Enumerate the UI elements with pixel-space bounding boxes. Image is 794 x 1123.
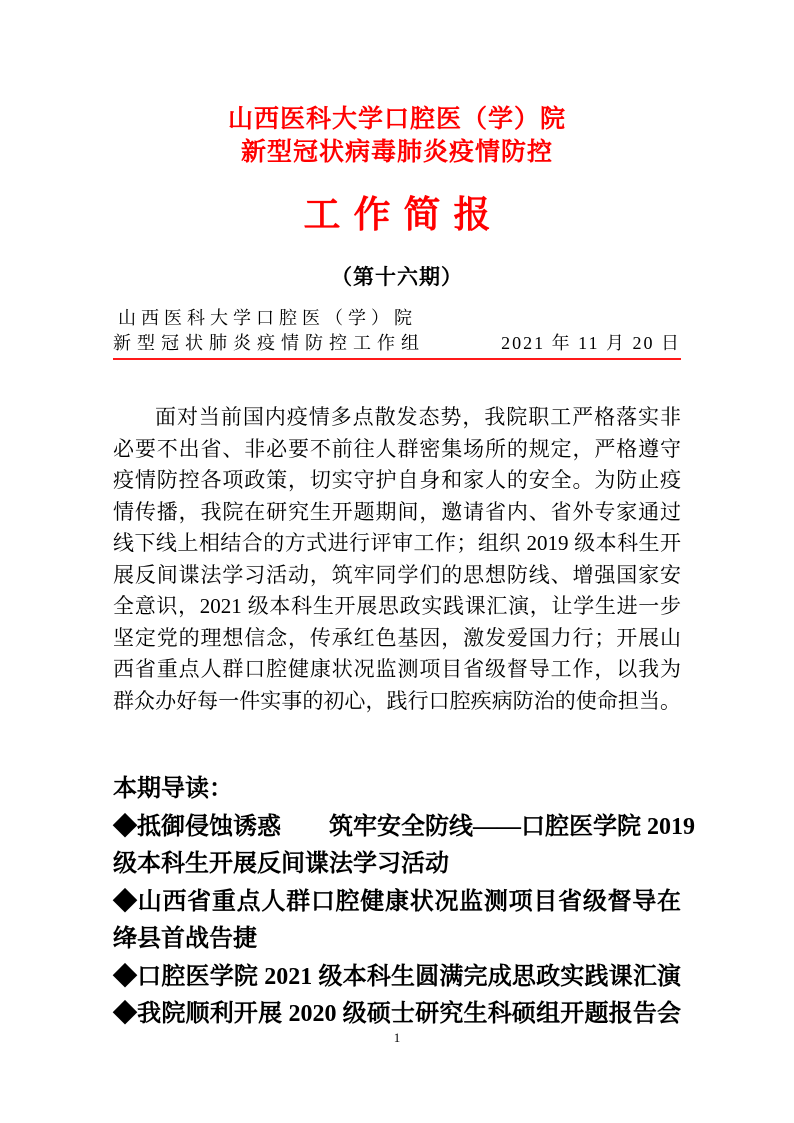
body-line: 情传播，我院在研究生开题期间，邀请省内、省外专家通过 [113,499,681,524]
digest-heading: 本期导读： [113,776,233,802]
body-line: 坚定党的理想信念，传承红色基因，激发爱国力行；开展山 [113,625,681,650]
issue-number: （第十六期） [331,265,463,289]
header-block [0,0,794,291]
body-paragraph [113,402,681,717]
publish-date: 2021 年 11 月 20 日 [501,333,681,353]
masthead-rule [113,331,681,360]
digest-line: ◆我院顺利开展 2020 级硕士研究生科硕组开题报告会 [113,1001,681,1027]
masthead [113,306,681,360]
body-line: 必要不出省、非必要不前往人群密集场所的规定，严格遵守 [113,436,681,461]
org-title-line-1: 山西医科大学口腔医（学）院 [227,105,566,133]
digest-section [113,771,695,1034]
digest-line: ◆口腔医学院 2021 级本科生圆满完成思政实践课汇演 [113,963,681,990]
publisher-line-1: 山西医科大学口腔医（学）院 [118,308,417,328]
digest-line: ◆山西省重点人群口腔健康状况监测项目省级督导在 [113,888,681,915]
body-line: 全意识，2021 级本科生开展思政实践课汇演，让学生进一步 [113,594,681,618]
body-line: 疫情防控各项政策，切实守护自身和家人的安全。为防止疫 [113,468,681,492]
digest-line: ◆抵御侵蚀诱惑 筑牢安全防线——口腔医学院 2019 [113,813,695,840]
org-title-line-2: 新型冠状病毒肺炎疫情防控 [240,138,553,166]
digest-line: 级本科生开展反间谍法学习活动 [113,851,449,877]
page-number: 1 [393,1030,401,1045]
body-line: 群众办好每一件实事的初心，践行口腔疾病防治的使命担当。 [113,688,681,713]
body-line: 西省重点人群口腔健康状况监测项目省级督导工作，以我为 [113,657,681,681]
publisher-line-2: 新型冠状肺炎疫情防控工作组 [113,333,425,353]
body-line: 面对当前国内疫情多点散发态势，我院职工严格落实非 [155,405,681,429]
bulletin-title: 工作简报 [303,194,504,235]
body-line: 线下线上相结合的方式进行评审工作；组织 2019 级本科生开 [113,531,681,555]
digest-line: 绛县首战告捷 [113,926,257,952]
body-line: 展反间谍法学习活动，筑牢同学们的思想防线、增强国家安 [113,562,681,587]
